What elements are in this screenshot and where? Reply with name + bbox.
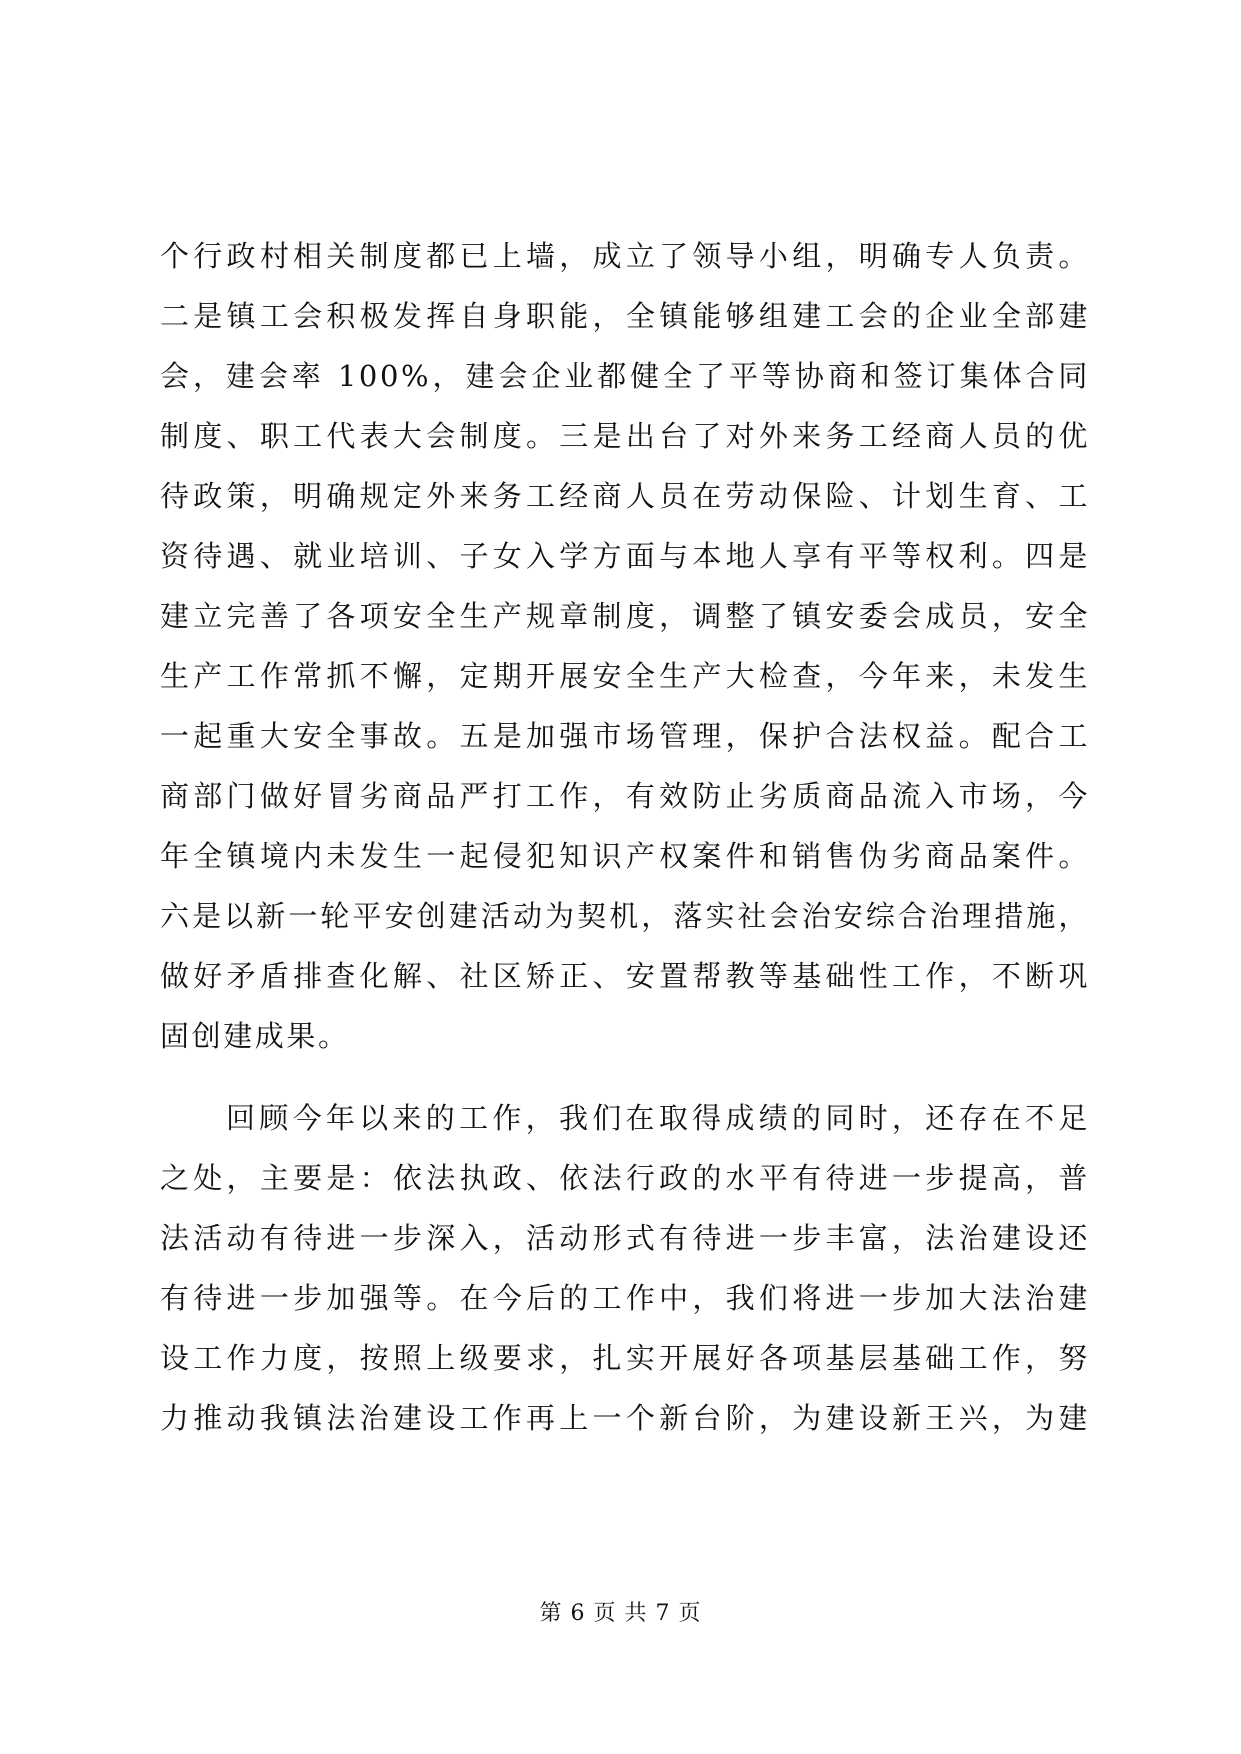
text-line: 二是镇工会积极发挥自身职能，全镇能够组建工会的企业全部建 (160, 299, 1090, 333)
text-line: 六是以新一轮平安创建活动为契机，落实社会治安综合治理措施， (160, 899, 1090, 933)
text-line: 之处，主要是：依法执政、依法行政的水平有待进一步提高，普 (160, 1161, 1090, 1195)
paragraph-2 (160, 1088, 1090, 1448)
text-line: 建立完善了各项安全生产规章制度，调整了镇安委会成员，安全 (160, 599, 1090, 633)
text-line: 力推动我镇法治建设工作再上一个新台阶，为建设新王兴，为建 (160, 1401, 1090, 1435)
text-line: 一起重大安全事故。五是加强市场管理，保护合法权益。配合工 (160, 719, 1090, 753)
document-body (160, 226, 1090, 1448)
text-line: 资待遇、就业培训、子女入学方面与本地人享有平等权利。四是 (160, 539, 1090, 573)
text-line: 会，建会率 100%，建会企业都健全了平等协商和签订集体合同 (160, 359, 1090, 393)
text-line: 待政策，明确规定外来务工经商人员在劳动保险、计划生育、工 (160, 479, 1090, 513)
text-line: 做好矛盾排查化解、社区矫正、安置帮教等基础性工作，不断巩 (160, 959, 1090, 993)
text-line: 年全镇境内未发生一起侵犯知识产权案件和销售伪劣商品案件。 (160, 839, 1090, 873)
text-line: 固创建成果。 (160, 1019, 350, 1053)
text-line: 个行政村相关制度都已上墙，成立了领导小组，明确专人负责。 (160, 239, 1090, 273)
text-line: 回顾今年以来的工作，我们在取得成绩的同时，还存在不足 (226, 1101, 1090, 1135)
text-line: 有待进一步加强等。在今后的工作中，我们将进一步加大法治建 (160, 1281, 1090, 1315)
page-footer (0, 1596, 1241, 1627)
text-line: 制度、职工代表大会制度。三是出台了对外来务工经商人员的优 (160, 419, 1090, 453)
text-line: 法活动有待进一步深入，活动形式有待进一步丰富，法治建设还 (160, 1221, 1090, 1255)
text-line: 商部门做好冒劣商品严打工作，有效防止劣质商品流入市场，今 (160, 779, 1090, 813)
page-number-label: 第 6 页 共 7 页 (539, 1601, 702, 1626)
paragraph-spacer (160, 1066, 1090, 1088)
text-line: 生产工作常抓不懈，定期开展安全生产大检查，今年来，未发生 (160, 659, 1090, 693)
paragraph-1 (160, 226, 1090, 1066)
text-line: 设工作力度，按照上级要求，扎实开展好各项基层基础工作，努 (160, 1341, 1090, 1375)
